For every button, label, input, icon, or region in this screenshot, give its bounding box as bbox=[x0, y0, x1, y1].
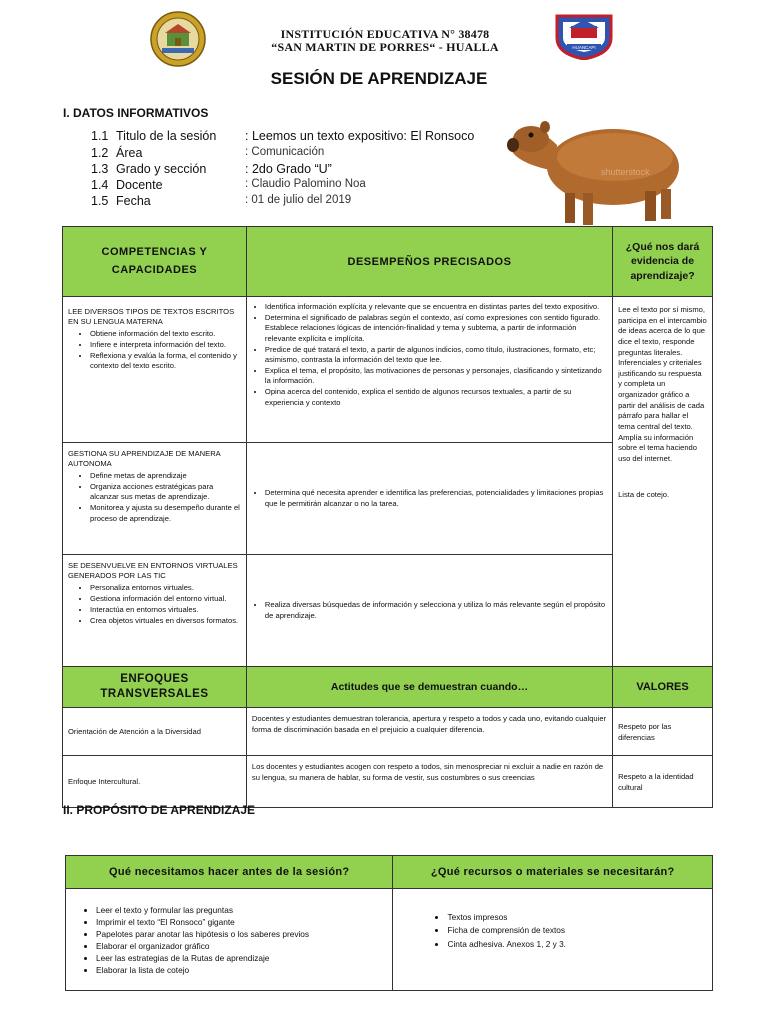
competencias-table bbox=[62, 226, 713, 808]
list-item: • Imprimir el texto “El Ronsoco” gigante bbox=[96, 916, 384, 928]
competencia-title: LEE DIVERSOS TIPOS DE TEXTOS ESCRITOS EN SU LENGUA MATERNA bbox=[68, 307, 235, 327]
info-num: 1.3 bbox=[91, 162, 109, 176]
info-value: : 2do Grado “U” bbox=[245, 162, 332, 176]
list-item: • Obtiene información del texto escrito. bbox=[90, 329, 241, 339]
capacidades-list bbox=[68, 329, 241, 372]
capybara-illustration bbox=[505, 105, 685, 230]
header-antes-sesion: Qué necesitamos hacer antes de la sesión? bbox=[66, 856, 393, 889]
info-row-area bbox=[91, 146, 325, 160]
list-item: • Reflexiona y evalúa la forma, el contenido y contexto del texto escrito. bbox=[90, 351, 241, 372]
header-evidencia: ¿Qué nos dará evidencia de aprendizaje? bbox=[613, 227, 713, 297]
evidencia-instrument: Lista de cotejo. bbox=[618, 490, 670, 500]
list-item: • Identifica información explícita y relevante que se encuentra en distintas partes del texto expositivo. bbox=[265, 302, 607, 313]
school-seal-logo bbox=[150, 10, 206, 68]
list-item: • Elaborar el organizador gráfico bbox=[96, 940, 384, 952]
competencia-title: GESTIONA SU APRENDIZAJE DE MANERA AUTONOMA bbox=[68, 449, 221, 469]
list-item: • Personaliza entornos virtuales. bbox=[90, 583, 241, 593]
list-item: • Opina acerca del contenido, explica el sentido de algunos recursos textuales, a partir de su experiencia y contexto bbox=[265, 387, 607, 408]
shield-logo bbox=[553, 12, 615, 60]
header-actitudes: Actitudes que se demuestran cuando… bbox=[246, 667, 612, 708]
info-label: Grado y sección bbox=[116, 162, 207, 176]
proposito-table bbox=[65, 855, 713, 991]
recursos-list bbox=[423, 911, 704, 951]
enfoque-actitud: Docentes y estudiantes demuestran tolerancia, apertura y respeto a todos y cada uno, evitando cualquier forma de discriminación basada en el prejuicio a cualquier diferencia. bbox=[246, 708, 612, 756]
enfoque-name: Enfoque Intercultural. bbox=[63, 756, 247, 808]
info-value: : Comunicación bbox=[245, 146, 325, 158]
info-value: : Claudio Palomino Noa bbox=[245, 178, 366, 190]
list-item: • Textos impresos bbox=[447, 911, 704, 924]
list-item: • Predice de qué tratará el texto, a partir de algunos indicios, como título, ilustraciones, formato, etc; asimismo, contrasta la información del texto que lee. bbox=[265, 345, 607, 366]
page-title: SESIÓN DE APRENDIZAJE bbox=[270, 69, 488, 88]
header-valores: VALORES bbox=[613, 667, 713, 708]
competencia-cell bbox=[63, 555, 247, 667]
institution-name: INSTITUCIÓN EDUCATIVA N° 38478 bbox=[280, 27, 490, 41]
info-row-grado bbox=[91, 162, 332, 176]
list-item: • Cinta adhesiva. Anexos 1, 2 y 3. bbox=[447, 938, 704, 951]
info-row-fecha bbox=[91, 194, 352, 208]
enfoque-name: Orientación de Atención a la Diversidad bbox=[63, 708, 247, 756]
competencia-cell bbox=[63, 443, 247, 555]
info-label: Docente bbox=[116, 178, 163, 192]
list-item: • Elaborar la lista de cotejo bbox=[96, 964, 384, 976]
info-label: Fecha bbox=[116, 194, 151, 208]
list-item: • Interactúa en entornos virtuales. bbox=[90, 605, 241, 615]
header-desempenos: DESEMPEÑOS PRECISADOS bbox=[246, 227, 612, 297]
desempenos-cell bbox=[246, 297, 612, 443]
info-row-titulo bbox=[91, 129, 475, 143]
list-item: • Gestiona información del entorno virtual. bbox=[90, 594, 241, 604]
list-item: • Papelotes parar anotar las hipótesis o los saberes previos bbox=[96, 928, 384, 940]
antes-sesion-list bbox=[74, 904, 384, 976]
info-num: 1.2 bbox=[91, 146, 109, 160]
enfoque-valor: Respeto por las diferencias bbox=[613, 708, 713, 756]
evidencia-text: Lee el texto por sí mismo, participa en el intercambio de ideas acerca de lo que dice el texto, responde preguntas literales. Inferenciales y criteriales justificando su respuesta y completa un organizador gráfico a partir del análisis de cada párrafo para hallar el tema central del texto. Amplía su información sobre el tema haciendo uso del internet. bbox=[618, 305, 707, 463]
list-item: • Monitorea y ajusta su desempeño durante el proceso de aprendizaje. bbox=[90, 503, 241, 524]
info-num: 1.5 bbox=[91, 194, 109, 208]
antes-sesion-cell bbox=[66, 889, 393, 991]
desempenos-cell bbox=[246, 443, 612, 555]
list-item: • Realiza diversas búsquedas de información y selecciona y utiliza lo más relevante según el propósito de aprendizaje. bbox=[265, 600, 607, 621]
info-label: Titulo de la sesión bbox=[116, 129, 217, 143]
competencia-cell bbox=[63, 297, 247, 443]
info-value: : 01 de julio del 2019 bbox=[245, 194, 352, 206]
list-item: • Organiza acciones estratégicas para alcanzar sus metas de aprendizaje. bbox=[90, 482, 241, 503]
list-item: • Leer las estrategias de la Rutas de aprendizaje bbox=[96, 952, 384, 964]
info-value: : Leemos un texto expositivo: El Ronsoco bbox=[245, 129, 475, 143]
info-num: 1.4 bbox=[91, 178, 109, 192]
info-row-docente bbox=[91, 178, 366, 192]
list-item: • Ficha de comprensión de textos bbox=[447, 924, 704, 937]
header-recursos: ¿Qué recursos o materiales se necesitarán? bbox=[393, 856, 713, 889]
list-item: • Explica el tema, el propósito, las motivaciones de personas y personajes, clasificando y sintetizando la información. bbox=[265, 366, 607, 387]
list-item: • Determina el significado de palabras según el contexto, así como expresiones con sentido figurado. Establece relaciones lógicas de intención-finalidad y tema y subtema, a partir de información relevante explícita e implícita. bbox=[265, 313, 607, 345]
list-item: • Determina qué necesita aprender e identifica las preferencias, potencialidades y limitaciones propias que le permitirán alcanzar o no la tarea. bbox=[265, 488, 607, 509]
desempenos-cell bbox=[246, 555, 612, 667]
evidencia-cell bbox=[613, 297, 713, 667]
desempenos-list bbox=[251, 488, 607, 509]
shield-logo-text: HUANCAPI bbox=[572, 45, 596, 50]
list-item: • Define metas de aprendizaje bbox=[90, 471, 241, 481]
enfoque-actitud: Los docentes y estudiantes acogen con respeto a todos, sin menospreciar ni excluir a nadie en razón de su lengua, su manera de hablar, su forma de vestir, sus costumbres o sus creencias bbox=[246, 756, 612, 808]
section-title-datos: I. DATOS INFORMATIVOS bbox=[63, 106, 209, 120]
watermark-text: shutterstock bbox=[601, 167, 650, 177]
list-item: • Crea objetos virtuales en diversos formatos. bbox=[90, 616, 241, 626]
section-title-proposito: II. PROPÓSITO DE APRENDIZAJE bbox=[63, 803, 256, 817]
info-num: 1.1 bbox=[91, 129, 109, 143]
enfoque-valor: Respeto a la identidad cultural bbox=[613, 756, 713, 808]
competencia-title: SE DESENVUELVE EN ENTORNOS VIRTUALES GENERADOS POR LAS TIC bbox=[68, 561, 238, 581]
header-competencias: COMPETENCIAS Y CAPACIDADES bbox=[63, 227, 247, 297]
header-enfoques: ENFOQUES TRANSVERSALES bbox=[63, 667, 247, 708]
institution-subtitle: “SAN MARTIN DE PORRES“ - HUALLA bbox=[271, 40, 499, 54]
list-item: • Leer el texto y formular las preguntas bbox=[96, 904, 384, 916]
desempenos-list bbox=[251, 302, 607, 408]
desempenos-list bbox=[251, 600, 607, 621]
info-label: Área bbox=[116, 146, 143, 160]
recursos-cell bbox=[393, 889, 713, 991]
capacidades-list bbox=[68, 583, 241, 627]
capacidades-list bbox=[68, 471, 241, 524]
list-item: • Infiere e interpreta información del texto. bbox=[90, 340, 241, 350]
